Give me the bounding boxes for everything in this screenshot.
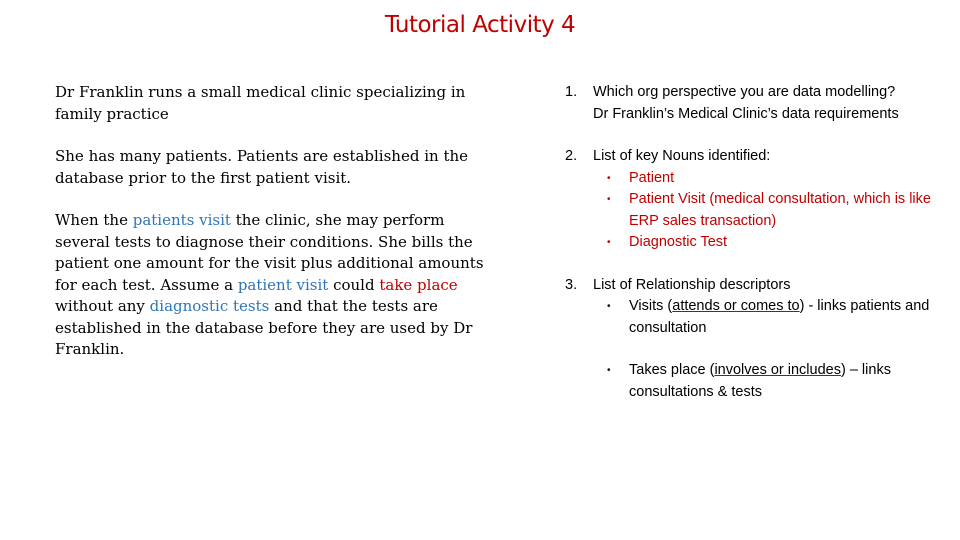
question-2-number: 2. [565, 148, 578, 164]
bullet-icon: • [607, 301, 611, 312]
relationship-visits-underlined: attends or comes to [672, 298, 800, 314]
scenario-text [55, 82, 495, 361]
p3-text-2: the clinic, she may perform several tests to diagnose their conditions. She bills the patient one amount for the visit plus additional amounts for each test. Assume a [55, 211, 484, 294]
keyword-take-place: take place [379, 275, 458, 294]
p3-text-1: When the [55, 211, 133, 229]
question-1-answer: Dr Franklin’s Medical Clinic’s data requirements [593, 105, 899, 122]
noun-patient-visit: Patient Visit (medical consultation, which is like ERP sales transaction) [629, 191, 931, 229]
keyword-patients-visit: patients visit [132, 211, 231, 229]
noun-bullet-patient [593, 168, 955, 190]
noun-diagnostic-test: Diagnostic Test [629, 234, 728, 250]
relationship-visits-pre: Visits ( [629, 298, 673, 314]
keyword-diagnostic-tests: diagnostic tests [149, 297, 270, 315]
relationship-visits-post: ) - links patients and consultation [629, 298, 930, 336]
question-3-text: List of Relationship descriptors [593, 276, 791, 293]
questions-list [565, 82, 955, 403]
scenario-paragraph-3 [55, 210, 495, 361]
relationship-takes-place-post: ) – links consultations & tests [629, 362, 891, 400]
p3-text-5: and that the tests are established in the database before they are used by Dr Franklin. [55, 297, 473, 358]
keyword-patient-visit: patient visit [237, 275, 329, 294]
bullet-icon: • [607, 172, 611, 184]
noun-bullet-patient-visit [593, 189, 955, 232]
question-2-text: List of key Nouns identified: [593, 148, 771, 164]
question-1 [565, 82, 955, 125]
bullet-icon: • [607, 237, 611, 248]
relationship-bullet-visits [593, 296, 955, 339]
bullet-icon: • [607, 194, 611, 205]
question-2 [565, 146, 955, 254]
noun-bullet-diagnostic-test [593, 232, 955, 254]
scenario-paragraph-2: She has many patients. Patients are established in the database prior to the first patient visit. [55, 147, 469, 187]
relationship-bullet-takes-place [593, 360, 955, 403]
p3-text-3: could [328, 275, 380, 294]
slide-title: Tutorial Activity 4 [384, 12, 576, 38]
scenario-paragraph-1: Dr Franklin runs a small medical clinic specializing in family practice [55, 83, 466, 123]
question-3 [565, 275, 955, 404]
relationship-takes-place-underlined: involves or includes [714, 362, 841, 378]
question-3-number: 3. [565, 276, 578, 293]
p3-text-4: without any [55, 297, 150, 315]
relationship-takes-place-pre: Takes place ( [629, 362, 715, 378]
bullet-icon: • [607, 365, 611, 376]
noun-patient: Patient [629, 169, 675, 186]
question-1-text: Which org perspective you are data modelling? [593, 84, 896, 100]
question-1-number: 1. [565, 84, 578, 100]
